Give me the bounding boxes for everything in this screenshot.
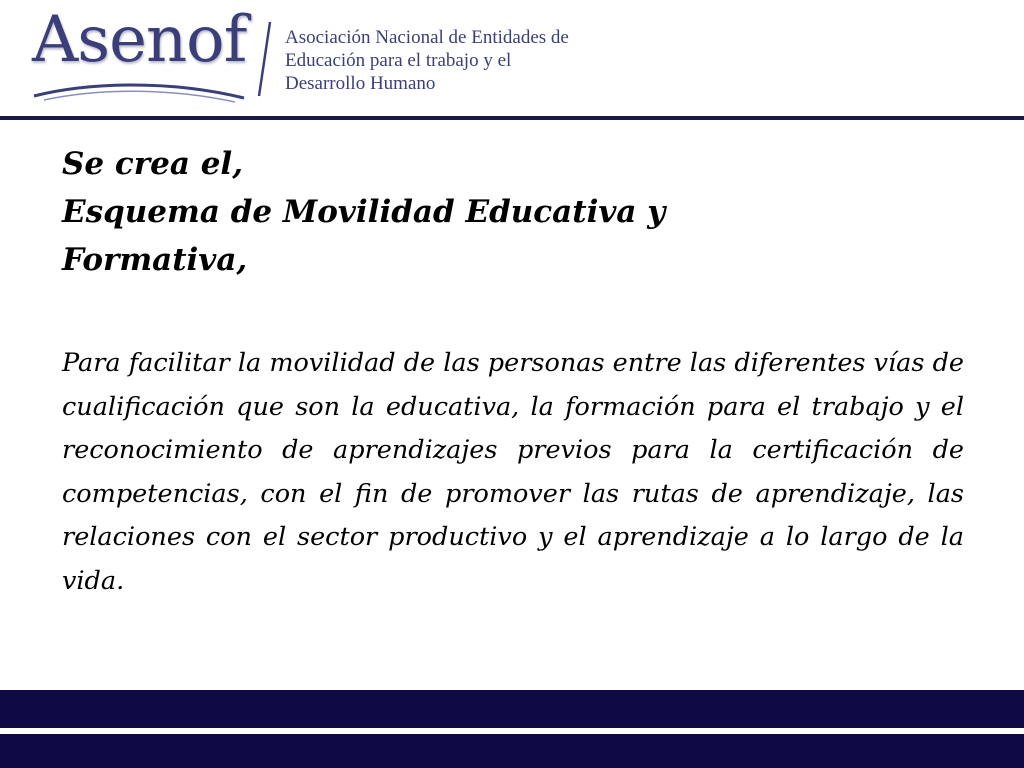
body-paragraph: Para facilitar la movilidad de las personas entre las diferentes vías de cualificación que son la educativa, la formación para el trabajo y el reconocimiento de aprendizajes previos para la certificación de competencias, con el fin de promover las rutas de aprendizaje, las relaciones con el sector productivo y el aprendizaje a lo largo de la vida. [62, 348, 964, 596]
organization-name [285, 26, 605, 95]
title-line-1: Se crea el, [62, 146, 244, 182]
header [0, 0, 1024, 118]
footer-bar-bottom [0, 734, 1024, 768]
org-name-line-2: Educación para el trabajo y el [285, 50, 512, 71]
logo-divider-icon [255, 20, 275, 100]
asenof-logo: Asenof [32, 3, 247, 77]
slide-title [62, 140, 962, 284]
title-line-2: Esquema de Movilidad Educativa y [62, 194, 666, 230]
header-divider [0, 116, 1024, 120]
logo-swoosh-icon [30, 66, 250, 106]
title-line-3: Formativa, [62, 242, 248, 278]
org-name-line-1: Asociación Nacional de Entidades de [285, 27, 569, 48]
org-name-line-3: Desarrollo Humano [285, 73, 436, 94]
footer-bar-top [0, 690, 1024, 728]
